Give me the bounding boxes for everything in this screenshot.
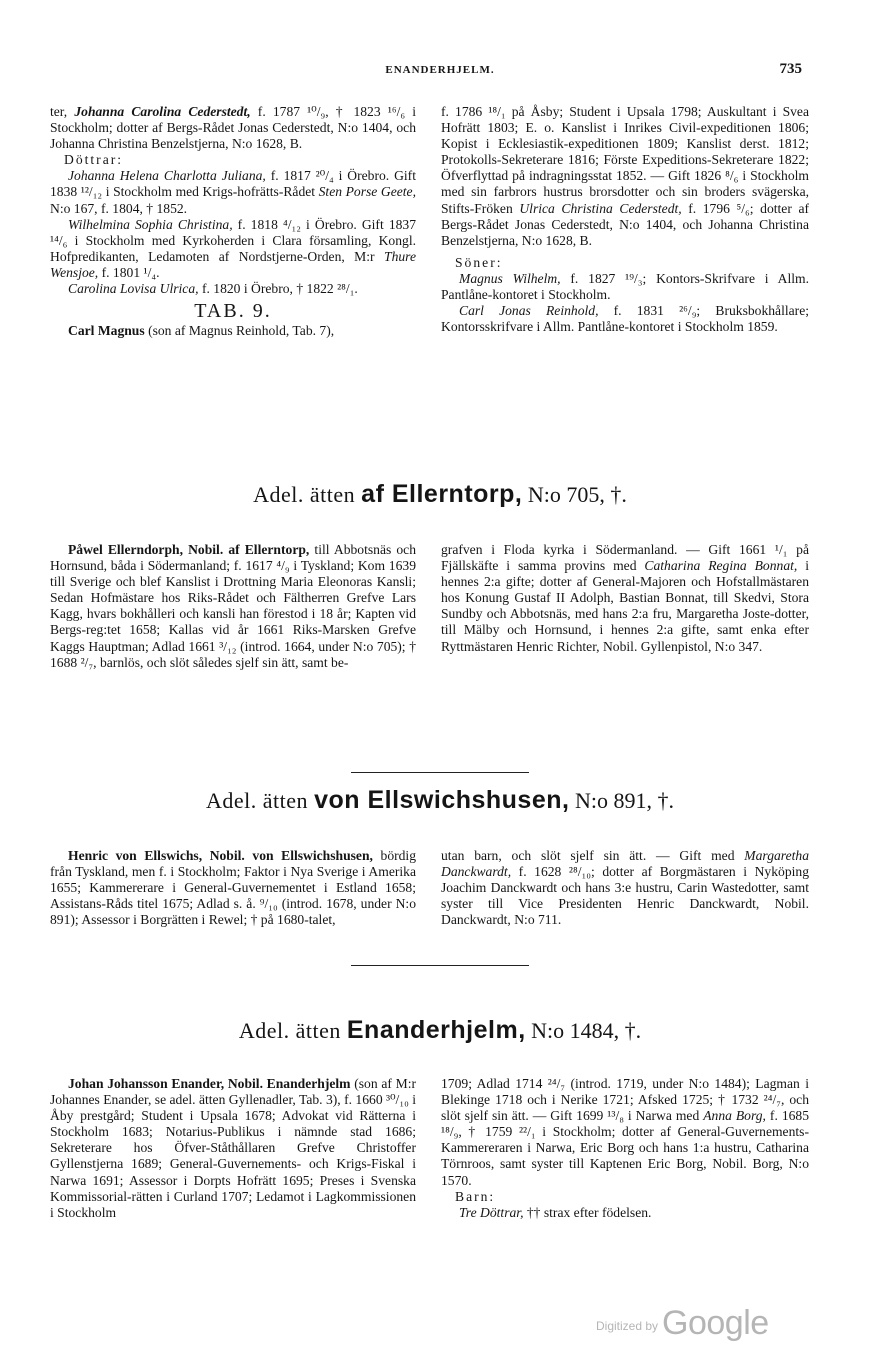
person-name: Johan Johansson Enander, Nobil. Enanderhjelm bbox=[68, 1076, 351, 1091]
son-entry: Magnus Wilhelm, f. 1827 ¹⁹/₃; Kontors-Skrifvare i Allm. Pantlåne-kontoret i Stockholm. bbox=[441, 270, 809, 303]
ellswichshusen-left-column: Henric von Ellswichs, Nobil. von Ellswichshusen, bördig från Tyskland, men f. i Stockholm; Faktor i Nya Sverige i Amerika 1655; Kammererare i General-Guvernementet i Estland 1658; Assistans-Råds titel 1675; Adlad s. å. ⁹/₁₀ (introd. 1678, under N:o 891); Assessor i Borgrätten i Rewel; † på 1680-talet, bbox=[50, 848, 417, 928]
paragraph-carl-magnus-career: f. 1786 ¹⁸/₁ på Åsby; Student i Upsala 1798; Auskultant i Svea Hofrätt 1803; E. o. Kanslist i Inrikes Civil-expeditionen 1806; Kopist i Ecklesiastik-expeditionen 1809; Kanslist derst. 1812; Protokolls-Sekreterare 1816; Förste Expeditions-Sekreterare 1822; Öfverflyttad på indragningsstat 1852. — Gift 1826 ⁸/₆ i Stockholm med sin farbrors hustrus brorsdotter och sin broders svägerska, Stifts-Fröken Ulrica Christina Cederstedt, f. 1796 ⁵/₆; dotter af Bergs-Rådet Jonas Cederstedt, N:o 1404, och Johanna Christina Benzelstjerna, N:o 1628, B. bbox=[441, 104, 810, 248]
running-head bbox=[0, 61, 880, 88]
son-entry: Carl Jonas Reinhold, f. 1831 ²⁶/₉; Bruksbokhållare; Kontorsskrifvare i Allm. Pantlåne-kontoret i Stockholm 1859. bbox=[441, 303, 809, 335]
children-entry: Tre Döttrar, †† strax efter födelsen. bbox=[459, 1204, 652, 1220]
section-title-ellswichshusen: Adel. ätten von Ellswichshusen, N:o 891, †. bbox=[206, 786, 674, 814]
enanderhjelm-left-column: Johan Johansson Enander, Nobil. Enanderhjelm (son af M:r Johannes Enander, se adel. ätten Gyllenadler, Tab. 3), f. 1660 ³⁰/₁₀ i Åby prestgård; Student i Upsala 1678; Advokat vid Rätterna i Stockholm 1683; Notarius-Publikus i nämnde stad 1686; Sekreterare hos Öfver-Ståthållaren Grefve Christoffer Gyllenstjerna 1689; General-Guvernements- och Krigs-Fiskal i Narwa 1691; Assessor i Dorpts Hofrätt 1695; Preses i Svenska Kommissorial-rätten i Curland 1707; Ledamot i Lagkommissionen i Stockholm bbox=[50, 1076, 416, 1220]
section-title-ellerntorp: Adel. ätten af Ellerntorp, N:o 705, †. bbox=[253, 480, 627, 508]
ellerntorp-right-column: grafven i Floda kyrka i Södermanland. — Gift 1661 ¹/₁ på Fjällskäfte i samma provins med Catharina Regina Bonnat, i hennes 2:a gifte; dotter af General-Majoren och Hofstallmästaren hos Konung Gustaf II Adolph, Bastian Bonnat, till Skedvi, Stora Sundby och Abbotsnäs, med hans 2:a fru, Margaretha Joste-dotter, till Mälby och Hornsund, i hennes 2:a gifte, samt enka efter Ryttmästaren Henric Richter, Nobil. Gyllenpistol, N:o 347. bbox=[441, 542, 809, 654]
top-left-column bbox=[50, 104, 416, 339]
person-name: Påwel Ellerndorph, Nobil. af Ellerntorp, bbox=[68, 542, 310, 557]
daughters-heading: Döttrar: bbox=[64, 152, 124, 168]
enanderhjelm-right-column: 1709; Adlad 1714 ²⁴/₇ (introd. 1719, under N:o 1484); Lagman i Blekinge 1718 och i Nerike 1721; Afsked 1725; † 1732 ²⁴/₇, och slöt sjelf sin ätt. — Gift 1699 ¹³/₈ i Narwa med Anna Borg, f. 1685 ¹⁸/₉, † 1759 ²²/₁ i Stockholm; dotter af General-Guvernements-Kammereraren i Narwa, Eric Borg och hans 1:a hustru, Catharina Törnroos, samt syster till Kaptenen Eric Borg, Nobil. Borg, N:o 1570. Barn: Tre Döttrar, †† strax efter födelsen. bbox=[441, 1076, 810, 1220]
page-number: 735 bbox=[779, 61, 802, 77]
children-heading: Barn: bbox=[455, 1188, 496, 1204]
section-divider bbox=[351, 772, 529, 773]
ellswichshusen-right-column: utan barn, och slöt sjelf sin ätt. — Gift med Margaretha Danckwardt, f. 1628 ²⁸/₁₀; dotter af Borgmästaren i Nyköping Joachim Danckwardt och hans 3:e hustru, Carin Wastedotter, samt syster till Vice Presidenten Henric Danckwardt, Nobil. Danckwardt, N:o 711. bbox=[441, 848, 809, 928]
digitized-by-google-watermark bbox=[596, 1304, 769, 1343]
daughter-entry: Carolina Lovisa Ulrica, f. 1820 i Örebro, † 1822 ²⁸/₁. bbox=[68, 281, 358, 297]
person-name: Henric von Ellswichs, Nobil. von Ellswichshusen, bbox=[68, 848, 373, 863]
section-divider bbox=[351, 965, 529, 966]
section-title-enanderhjelm: Adel. ätten Enanderhjelm, N:o 1484, †. bbox=[238, 1016, 642, 1044]
carl-magnus-entry: Carl Magnus (son af Magnus Reinhold, Tab. 7), bbox=[68, 323, 335, 339]
digitized-label: Digitized by bbox=[596, 1319, 659, 1333]
top-right-column bbox=[441, 104, 809, 335]
tab-heading: TAB. 9. bbox=[194, 300, 272, 323]
paragraph-johanna-carolina: ter, Johanna Carolina Cederstedt, f. 1787 ¹⁰/₉, † 1823 ¹⁶/₆ i Stockholm; dotter af Bergs-Rådet Jonas Cederstedt, N:o 1404, och Johanna Christina Benzelstjerna, N:o 1628, B. bbox=[50, 104, 417, 152]
daughter-entry: Johanna Helena Charlotta Juliana, f. 1817 ²⁰/₄ i Örebro. Gift 1838 ¹²/₁₂ i Stockholm med Krigs-hofrätts-Rådet Sten Porse Geete, N:o 167, f. 1804, † 1852. bbox=[50, 168, 416, 216]
ellerntorp-left-column: Påwel Ellerndorph, Nobil. af Ellerntorp, till Abbotsnäs och Hornsund, båda i Södermanland; f. 1617 ⁴/₉ i Tyskland; Kom 1639 till Sverige och blef Kanslist i Drottning Maria Eleonoras Kansli; Sedan Hofmästare hos Riks-Rådet och Fältherren Grefve Lars Kagg, hvars bokhålleri och kansli han förestod i 18 år; Kapten vid Bergs-reg:tet 1658; Kallas vid år 1661 Riks-Marsken Grefve Kaggs Hauptman; Adlad 1661 ³/₁₂ (introd. 1664, under N:o 705); † 1688 ²/₇, barnlös, och slöt således sjelf sin ätt, samt be- bbox=[50, 542, 416, 670]
running-title: ENANDERHJELM. bbox=[385, 64, 495, 76]
daughter-entry: Wilhelmina Sophia Christina, f. 1818 ⁴/₁₂ i Örebro. Gift 1837 ¹⁴/₆ i Stockholm med Kyrkoherden i Clara församling, Kongl. Hofpredikanten, Ledamoten af Nordstjerne-Orden, M:r Thure Wensjoe, f. 1801 ¹/₄. bbox=[50, 216, 417, 280]
google-logo: Google bbox=[662, 1304, 769, 1342]
person-name: Johanna Carolina Cederstedt, bbox=[74, 104, 251, 119]
sons-heading: Söner: bbox=[455, 254, 503, 270]
